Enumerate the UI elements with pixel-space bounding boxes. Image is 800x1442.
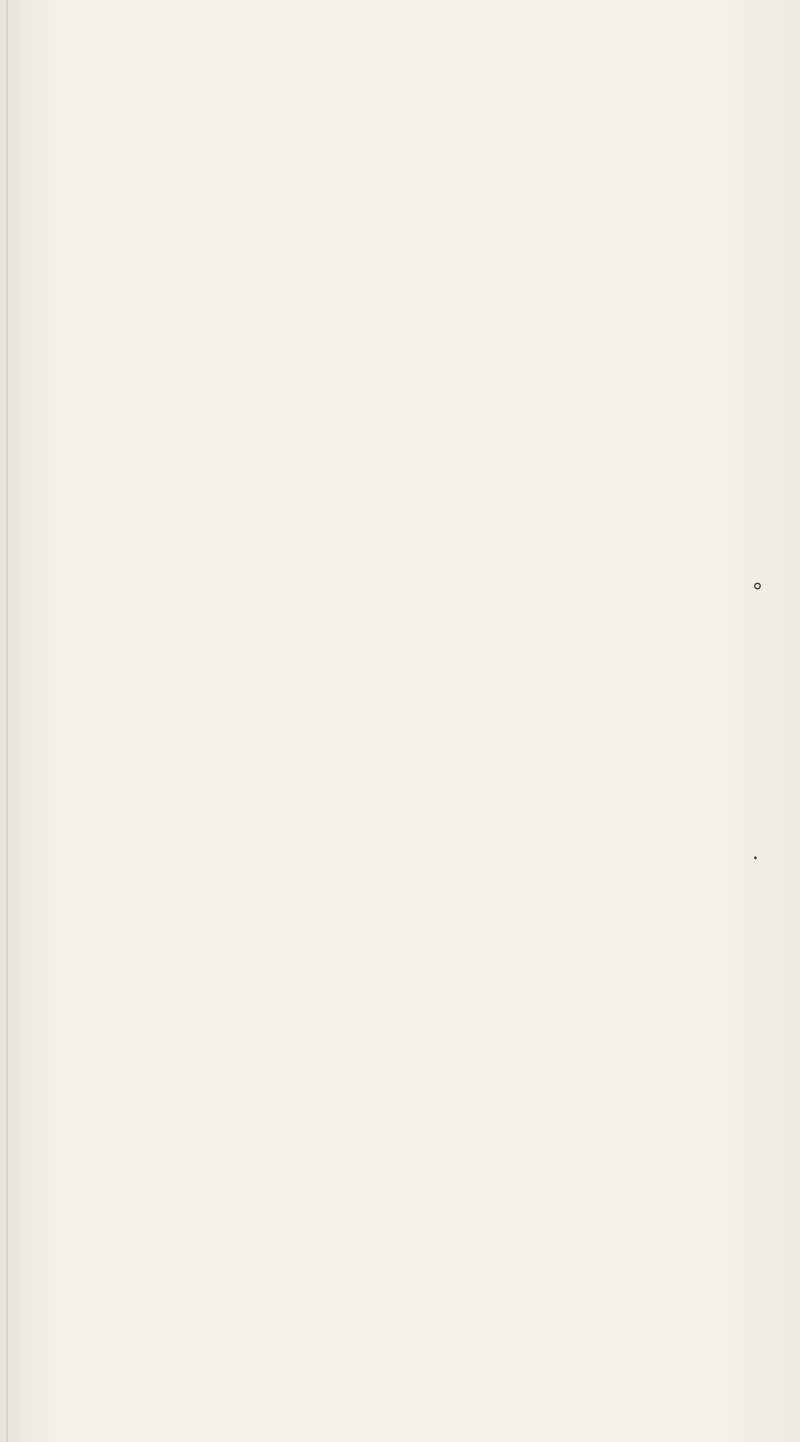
margin-dot: ° bbox=[752, 580, 763, 605]
margin-dot: . bbox=[752, 840, 759, 865]
page-edge-shadow bbox=[6, 0, 8, 1442]
